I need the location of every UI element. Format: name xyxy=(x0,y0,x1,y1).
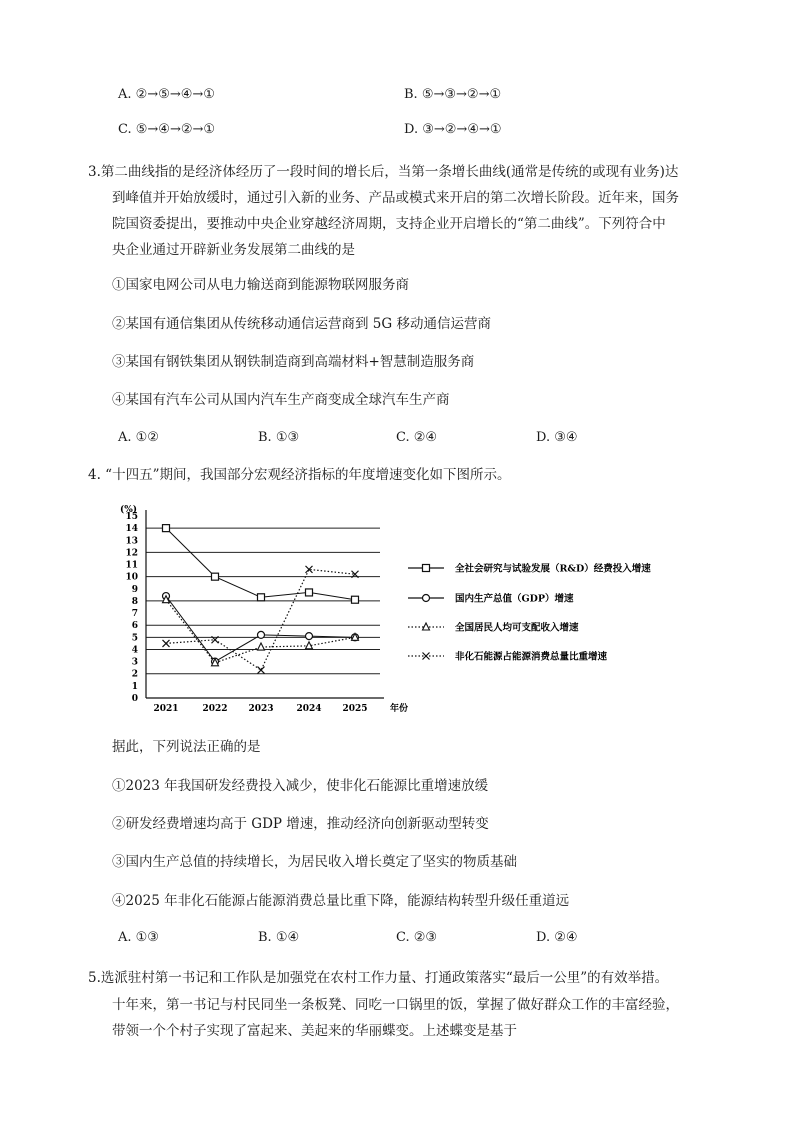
q4-item-2: ②研发经费增速均高于 GDP 增速，推动经济向创新驱动型转变 xyxy=(112,816,489,832)
data-point-square xyxy=(163,525,170,532)
q4-option-c[interactable]: C. ②③ xyxy=(396,930,438,945)
legend-item-x xyxy=(408,651,608,663)
q3-item-3: ③某国有钢铁集团从钢铁制造商到高端材料+智慧制造服务商 xyxy=(112,354,475,370)
data-point-x xyxy=(163,640,170,647)
series-circle xyxy=(163,593,359,666)
x-axis-label: 年份 xyxy=(390,704,409,714)
q4-lead: 据此，下列说法正确的是 xyxy=(112,739,261,755)
series-square xyxy=(163,525,359,604)
q5-stem-line-2: 十年来，第一书记与村民同坐一条板凳、同吃一口锅里的饭，掌握了做好群众工作的丰富经验， xyxy=(112,997,679,1013)
y-tick-label: 4 xyxy=(131,645,138,656)
legend-label: 全国居民人均可支配收入增速 xyxy=(455,622,579,634)
y-tick-label: 9 xyxy=(131,584,138,595)
data-point-square xyxy=(212,573,219,580)
y-axis-label: (%) xyxy=(120,505,138,515)
q3-item-1: ①国家电网公司从电力输送商到能源物联网服务商 xyxy=(112,277,409,293)
x-tick-label: 2023 xyxy=(248,704,274,714)
series-line-square xyxy=(166,528,355,600)
y-tick-label: 14 xyxy=(125,524,138,535)
q4-item-1: ①2023 年我国研发经费投入减少，使非化石能源比重增速放缓 xyxy=(112,778,489,794)
x-tick-label: 2024 xyxy=(296,704,322,714)
legend-marker xyxy=(423,595,430,602)
y-tick-label: 10 xyxy=(125,572,138,583)
series-x xyxy=(163,566,359,674)
q3-item-2: ②某国有通信集团从传统移动通信运营商到 5G 移动通信运营商 xyxy=(112,316,491,332)
q4-item-3: ③国内生产总值的持续增长，为居民收入增长奠定了坚实的物质基础 xyxy=(112,854,517,870)
legend-item-circle xyxy=(408,593,574,605)
chart-legend xyxy=(408,563,651,663)
data-point-circle xyxy=(258,631,265,638)
data-point-square xyxy=(258,594,265,601)
legend-item-triangle xyxy=(408,622,579,634)
series-line-circle xyxy=(166,596,355,662)
q5-stem-line-1: 5.选派驻村第一书记和工作队是加强党在农村工作力量、打通政策落实“最后一公里”的有效举措。 xyxy=(88,970,669,986)
q3-option-b[interactable]: B. ①③ xyxy=(258,430,300,445)
x-tick-label: 2022 xyxy=(202,704,228,714)
q2-option-a[interactable]: A. ②→⑤→④→① xyxy=(118,87,215,102)
q3-item-4: ④某国有汽车公司从国内汽车生产商变成全球汽车生产商 xyxy=(112,392,450,408)
legend-marker xyxy=(423,623,430,630)
y-tick-label: 0 xyxy=(131,694,138,704)
y-tick-label: 11 xyxy=(125,560,138,571)
q2-option-b[interactable]: B. ⑤→③→②→① xyxy=(404,87,502,102)
legend-label: 全社会研究与试验发展（R&D）经费投入增速 xyxy=(455,563,651,575)
chart-series xyxy=(163,525,359,674)
y-tick-label: 8 xyxy=(131,596,138,607)
y-tick-label: 3 xyxy=(131,657,138,668)
q2-option-c[interactable]: C. ⑤→④→②→① xyxy=(118,122,216,137)
data-point-x xyxy=(258,667,265,674)
y-tick-label: 15 xyxy=(125,512,138,522)
y-tick-label: 2 xyxy=(131,669,138,680)
x-tick-label: 2021 xyxy=(153,704,179,714)
q3-stem-line-4: 央企业通过开辟新业务发展第二曲线的是 xyxy=(112,242,355,258)
y-tick-label: 5 xyxy=(131,633,138,644)
q5-stem-line-3: 带领一个个村子实现了富起来、美起来的华丽蝶变。上述蝶变是基于 xyxy=(112,1023,517,1039)
data-point-square xyxy=(306,589,313,596)
data-point-square xyxy=(352,596,359,603)
y-tick-label: 6 xyxy=(131,621,138,632)
y-tick-label: 13 xyxy=(125,536,138,547)
q4-stem: 4. “十四五”期间，我国部分宏观经济指标的年度增速变化如下图所示。 xyxy=(88,467,511,483)
q3-option-a[interactable]: A. ①② xyxy=(118,430,159,445)
q3-option-d[interactable]: D. ③④ xyxy=(536,430,578,445)
legend-marker xyxy=(423,565,430,572)
q3-option-c[interactable]: C. ②④ xyxy=(396,430,438,445)
x-tick-label: 2025 xyxy=(342,704,368,714)
legend-item-square xyxy=(408,563,651,575)
chart-ticks xyxy=(125,512,408,714)
q3-stem-line-3: 院国资委提出，要推动中央企业穿越经济周期，支持企业开启增长的“第二曲线”。下列符合中 xyxy=(112,216,666,232)
series-line-x xyxy=(166,569,355,670)
q4-option-b[interactable]: B. ①④ xyxy=(258,930,300,945)
y-tick-label: 1 xyxy=(131,681,138,692)
y-tick-label: 12 xyxy=(125,548,138,559)
q4-option-a[interactable]: A. ①③ xyxy=(118,930,159,945)
q2-option-d[interactable]: D. ③→②→④→① xyxy=(404,122,502,137)
q4-option-d[interactable]: D. ②④ xyxy=(536,930,578,945)
growth-rate-chart xyxy=(108,500,688,720)
q4-item-4: ④2025 年非化石能源占能源消费总量比重下降，能源结构转型升级任重道远 xyxy=(112,893,570,909)
q3-stem-line-2: 到峰值并开始放缓时，通过引入新的业务、产品或模式来开启的第二次增长阶段。近年来，国务 xyxy=(112,190,679,206)
legend-label: 国内生产总值（GDP）增速 xyxy=(455,593,574,605)
legend-label: 非化石能源占能源消费总量比重增速 xyxy=(455,651,608,663)
legend-marker xyxy=(423,653,430,660)
y-tick-label: 7 xyxy=(131,609,138,620)
data-point-circle xyxy=(306,633,313,640)
q3-stem-line-1: 3.第二曲线指的是经济体经历了一段时间的增长后，当第一条增长曲线(通常是传统的或现有业务)达 xyxy=(88,164,679,180)
